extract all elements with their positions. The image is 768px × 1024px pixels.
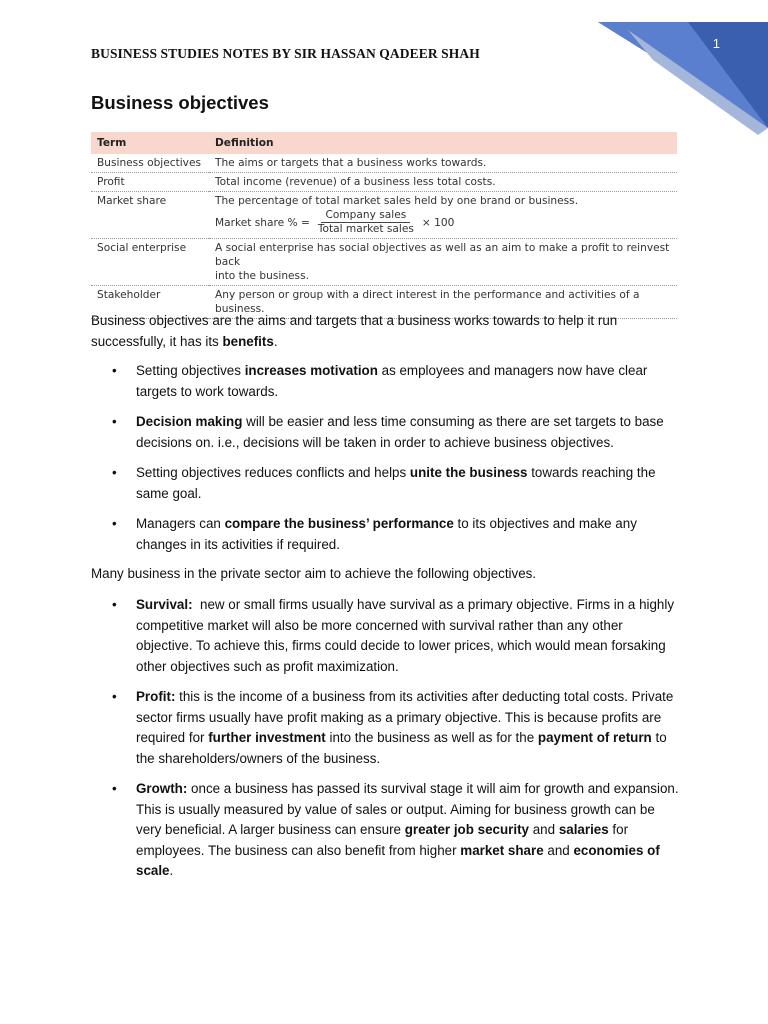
objective-text: to the shareholders/owners of the business. [136,730,667,766]
benefit-text: Setting objectives reduces conflicts and helps [136,465,410,480]
objective-text: . [169,863,174,878]
benefit-text: Setting objectives [136,363,245,378]
document-header: BUSINESS STUDIES NOTES BY SIR HASSAN QADEER SHAH [91,46,480,61]
benefit-text: towards reaching the same goal. [136,465,656,501]
benefit-text: Managers can [136,516,225,531]
table-cell-definition: Total income (revenue) of a business less total costs. [209,173,677,192]
table-cell-definition: Any person or group with a direct interest in the performance and activities of a business. [209,286,677,319]
benefit-bold: increases motivation [244,363,378,378]
formula-fraction [314,209,418,236]
objective-bold: further investment [208,730,326,745]
formula-denominator: Total market sales [317,223,414,235]
objective-text: new or small firms usually have survival as a primary objective. Firms in a highly competitive market will also be more concerned with survival rather than any other objective. To achieve this, firms could decide to lower prices, which would mean forsaking other objectives such as profit maximization. [136,597,678,674]
table-cell-definition [209,192,677,239]
table-row [91,154,677,173]
list-item [91,779,681,882]
benefit-text: will be easier and less time consuming as there are set targets to base decisions on. i.e., decisions will be taken in order to achieve business objectives. [136,414,664,450]
table-cell-term: Market share [91,192,209,239]
intro-paragraph [91,311,681,352]
formula-rhs: × 100 [421,216,455,229]
benefit-bold: Decision making [136,414,243,429]
list-item [91,463,681,504]
page-number: 1 [712,36,720,51]
bullet-icon: • [112,465,117,480]
objective-label: Survival: [136,597,193,612]
market-share-formula [215,209,671,236]
bullet-icon: • [112,597,117,612]
definition-line: into the business. [215,270,309,282]
objective-label: Profit: [136,689,176,704]
bullet-icon: • [112,689,117,704]
objective-bold: greater job security [404,822,530,837]
objective-text: for employees. The business can also benefit from higher [136,822,629,858]
list-item [91,361,681,402]
objective-text: into the business as well as for the [325,730,538,745]
private-sector-text: Many business in the private sector aim to achieve the following objectives. [91,566,537,581]
table-cell-definition: The aims or targets that a business works towards. [209,154,677,173]
formula-lhs: Market share % = [215,216,310,229]
benefits-list [91,361,681,555]
bullet-icon: • [112,516,117,531]
formula-numerator: Company sales [321,209,410,223]
table-row [91,173,677,192]
table-row [91,192,677,239]
corner-decoration [568,0,768,140]
definition-line: A social enterprise has social objectives as well as an aim to make a profit to reinvest back [215,242,670,268]
objective-text: and [529,822,559,837]
intro-text: Business objectives are the aims and targets that a business works towards to help it run successfully, it has its [91,313,618,349]
objectives-list [91,595,681,882]
list-item [91,514,681,555]
objective-text: this is the income of a business from its activities after deducting total costs. Private sector firms usually have profit making as a primary objective. This is because profits are required for [136,689,674,745]
list-item [91,412,681,453]
table-header-row [91,132,677,154]
objective-text: and [543,842,574,858]
table-cell-term: Business objectives [91,154,209,173]
intro-bold: benefits [222,333,274,349]
table-cell-term: Stakeholder [91,286,209,319]
table-cell-term: Social enterprise [91,239,209,286]
intro-end: . [273,333,278,349]
table-cell-term: Profit [91,173,209,192]
bullet-icon: • [112,414,117,429]
benefit-bold: unite the business [409,465,528,480]
benefit-text: as employees and managers now have clear targets to work towards. [136,363,648,399]
benefit-bold: compare the business’ performance [224,516,454,531]
table-row [91,239,677,286]
table-cell-definition [209,239,677,286]
objective-label: Growth: [136,781,188,796]
objective-bold: economies of scale [136,842,660,878]
list-item [91,687,681,769]
objective-bold: market share [460,842,544,858]
section-title: Business objectives [91,92,269,113]
bullet-icon: • [112,781,117,796]
bullet-icon: • [112,363,117,378]
private-sector-intro [91,564,681,585]
definitions-table [91,132,677,319]
objective-bold: salaries [558,822,609,837]
objective-text: once a business has passed its survival stage it will aim for growth and expansion. This is usually measured by value of sales or output. Aiming for business growth can be very beneficial. A larger business can ensure [136,781,679,837]
market-share-definition: The percentage of total market sales held by one brand or business. [215,195,579,207]
table-header-term: Term [91,132,209,154]
list-item [91,595,681,677]
benefit-text: to its objectives and make any changes in its activities if required. [136,516,637,552]
objective-bold: payment of return [537,730,652,745]
table-header-definition: Definition [209,132,677,154]
